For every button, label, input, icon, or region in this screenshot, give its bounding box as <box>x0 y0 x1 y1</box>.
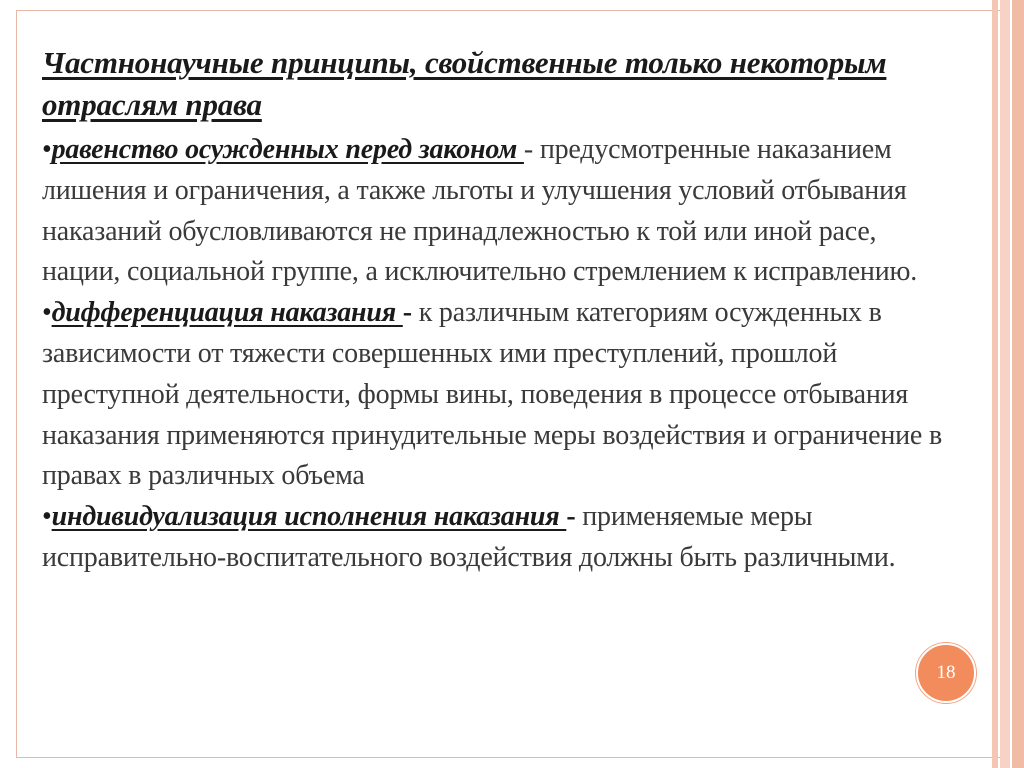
principle-item-differentiation <box>42 293 942 497</box>
principle-description: применяемые меры исправительно-воспитательного воздействия должны быть различными. <box>42 501 896 573</box>
principle-item-equality <box>42 130 942 293</box>
slide-title: Частнонаучные принципы, свойственные только некоторым отраслям права <box>42 45 887 122</box>
bullet: • <box>42 501 52 533</box>
decorative-stripe <box>1012 0 1024 768</box>
dash: - <box>523 134 534 165</box>
principle-description: к различным категориям осужденных в зависимости от тяжести совершенных ими преступлений, прошлой преступной деятельности, формы вины, поведения в процессе отбывания наказания применяются принудительные меры воздействия и ограничение в правах в различных объема <box>42 297 942 492</box>
bullet: • <box>42 134 52 165</box>
principle-term: дифференциация наказания <box>51 297 403 329</box>
principle-item-individualization <box>42 497 942 579</box>
principle-description: предусмотренные наказанием лишения и ограничения, а также льготы и улучшения условий отбывания наказаний обусловливаются не принадлежностью к той или иной расе, нации, социальной группе, а исключительно стремлением к исправлению. <box>42 134 918 288</box>
decorative-stripe <box>1000 0 1010 768</box>
dash: - <box>566 501 576 533</box>
decorative-stripe <box>992 0 998 768</box>
slide-content <box>42 42 942 579</box>
principle-term: равенство осужденных перед законом <box>51 134 524 165</box>
bullet: • <box>42 297 52 329</box>
principle-term: индивидуализация исполнения наказания <box>51 501 567 533</box>
dash: - <box>402 297 412 329</box>
page-number-badge: 18 <box>916 643 976 703</box>
